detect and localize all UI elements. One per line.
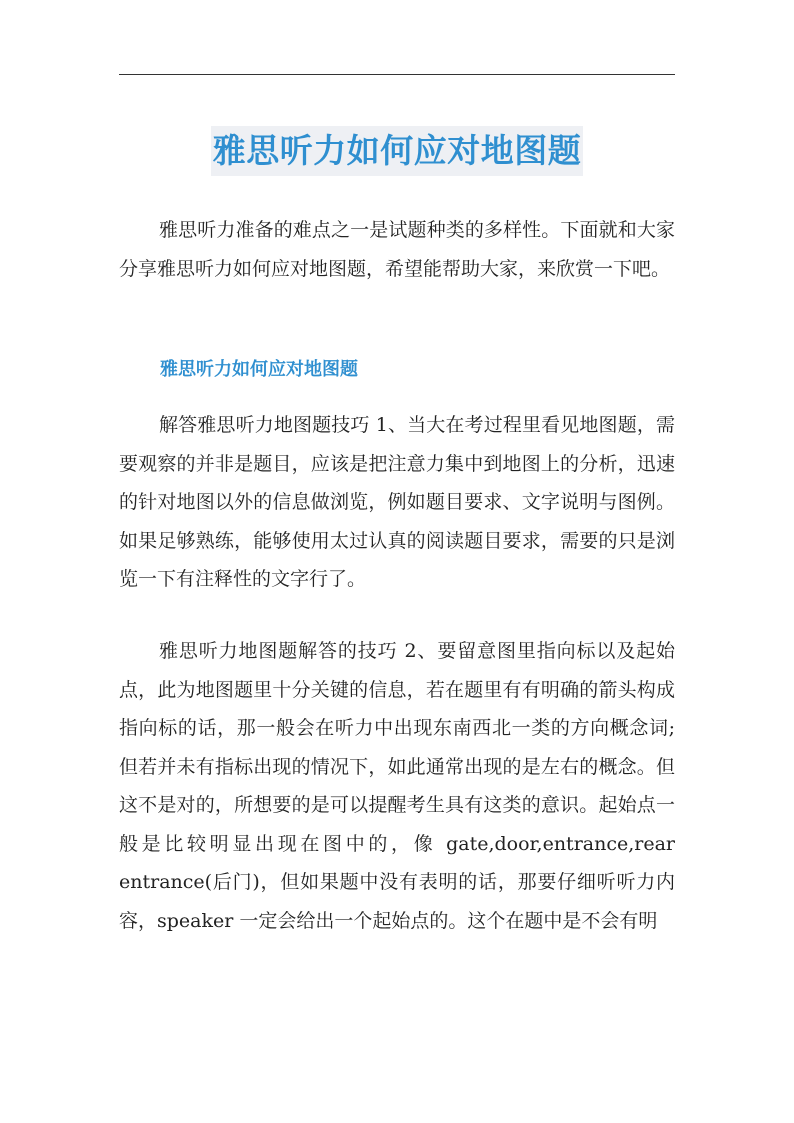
header-rule (119, 74, 675, 75)
body-paragraph-1: 解答雅思听力地图题技巧 1、当大在考过程里看见地图题，需要观察的并非是题目，应该是把注意力集中到地图上的分析，迅速的针对地图以外的信息做浏览，例如题目要求、文字说明与图例。如果足够熟练，能够使用太过认真的阅读题目要求，需要的只是浏览一下有注释性的文字行了。 (119, 414, 675, 590)
document-title (119, 126, 675, 176)
intro-paragraph: 雅思听力准备的难点之一是试题种类的多样性。下面就和大家分享雅思听力如何应对地图题，希望能帮助大家，来欣赏一下吧。 (119, 219, 675, 280)
section-heading: 雅思听力如何应对地图题 (160, 359, 358, 380)
body-paragraph-2: 雅思听力地图题解答的技巧 2、要留意图里指向标以及起始点，此为地图题里十分关键的信息，若在题里有有明确的箭头构成指向标的话，那一般会在听力中出现东南西北一类的方向概念词;但若并未有指标出现的情况下，如此通常出现的是左右的概念。但这不是对的，所想要的是可以提醒考生具有这类的意识。起始点一般是比较明显出现在图中的，像 gate,door,entrance,rear entrance(后门)，但如果题中没有表明的话，那要仔细听听力内容，speaker 一定会给出一个起始点的。这个在题中是不会有明 (119, 640, 675, 932)
document-title-text: 雅思听力如何应对地图题 (211, 126, 584, 176)
